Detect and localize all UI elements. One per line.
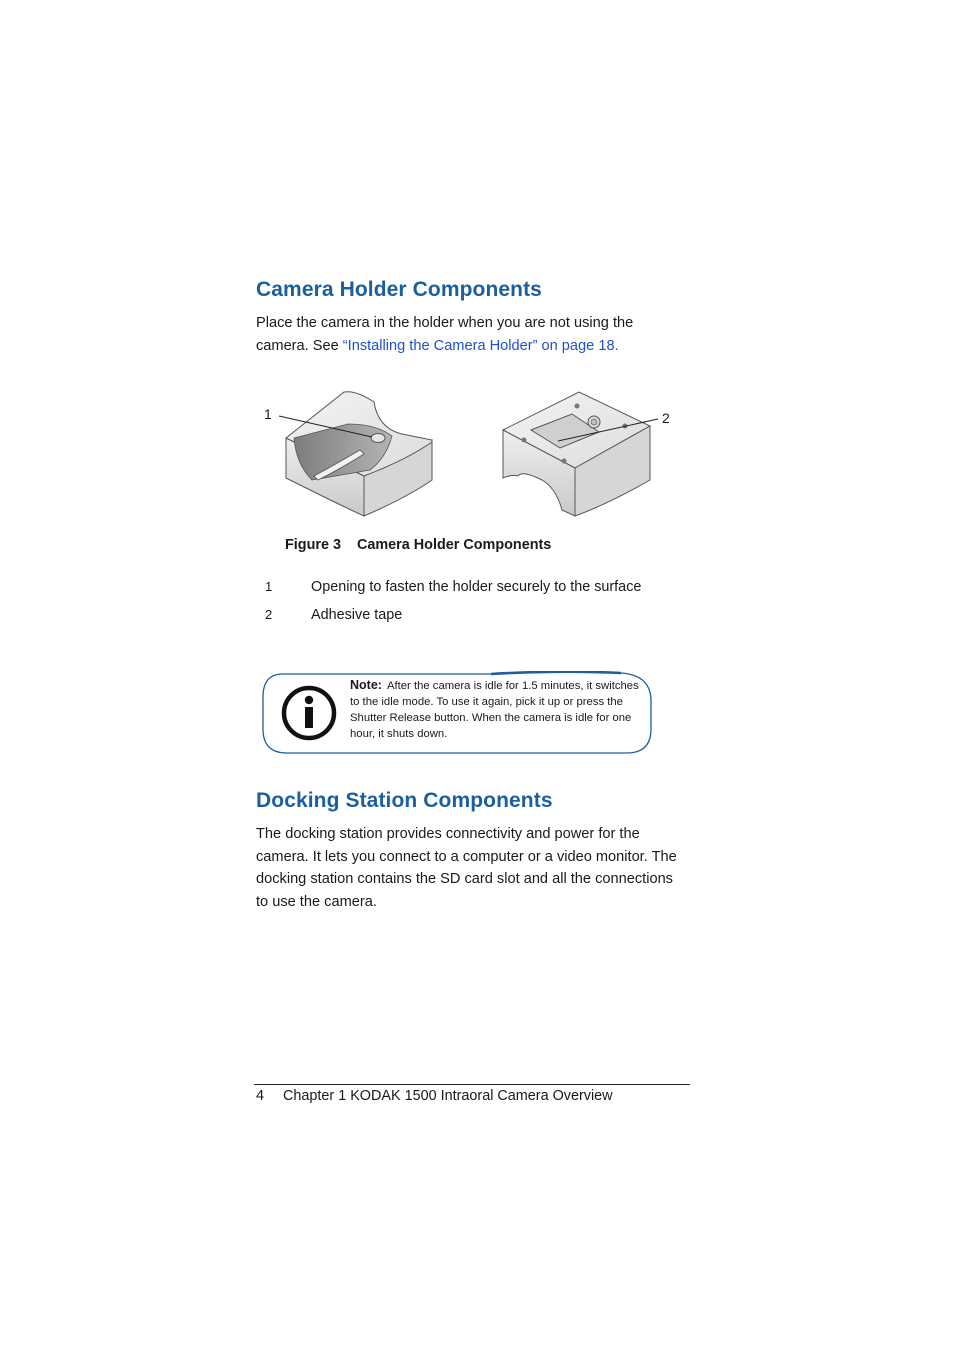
legend-number: 1 [265, 579, 273, 594]
camera-holder-illustration [256, 380, 686, 525]
section-heading-camera-holder: Camera Holder Components [256, 278, 542, 301]
section-heading-docking-station: Docking Station Components [256, 789, 553, 812]
note-text: After the camera is idle for 1.5 minutes, it switches to the idle mode. To use it again, pick it up or press the Shutter Release button. When the camera is idle for one hour, it shuts down. [350, 680, 639, 740]
holder-underside-view [503, 392, 658, 516]
note-content [350, 677, 642, 742]
callout-number-1: 1 [264, 406, 272, 422]
legend-text: Adhesive tape [311, 607, 403, 623]
installing-holder-link[interactable]: “Installing the Camera Holder” on page 18. [342, 337, 619, 354]
legend-text: Opening to fasten the holder securely to the surface [311, 579, 642, 595]
intro-text: Place the camera in the holder when you are not using the camera. See [256, 315, 634, 354]
chapter-title: Chapter 1 KODAK 1500 Intraoral Camera Overview [283, 1088, 613, 1104]
camera-holder-figure [256, 380, 686, 525]
footer-rule [254, 1084, 690, 1085]
holder-front-view [279, 392, 432, 516]
legend-number: 2 [265, 607, 273, 622]
figure-caption [285, 537, 551, 553]
legend-item [265, 607, 402, 623]
page-number: 4 [256, 1088, 265, 1104]
callout-number-2: 2 [662, 410, 670, 426]
figure-title: Camera Holder Components [356, 537, 552, 553]
docking-station-body: The docking station provides connectivity and power for the camera. It lets you connect to a computer or a video monitor. The docking station contains the SD card slot and all the connections to use the camera. [256, 826, 677, 911]
info-icon [284, 688, 334, 738]
camera-holder-intro [256, 312, 686, 357]
page-footer [256, 1088, 613, 1104]
figure-label: Figure 3 [285, 537, 341, 553]
note-label: Note: [350, 678, 382, 692]
legend-item [265, 579, 641, 595]
